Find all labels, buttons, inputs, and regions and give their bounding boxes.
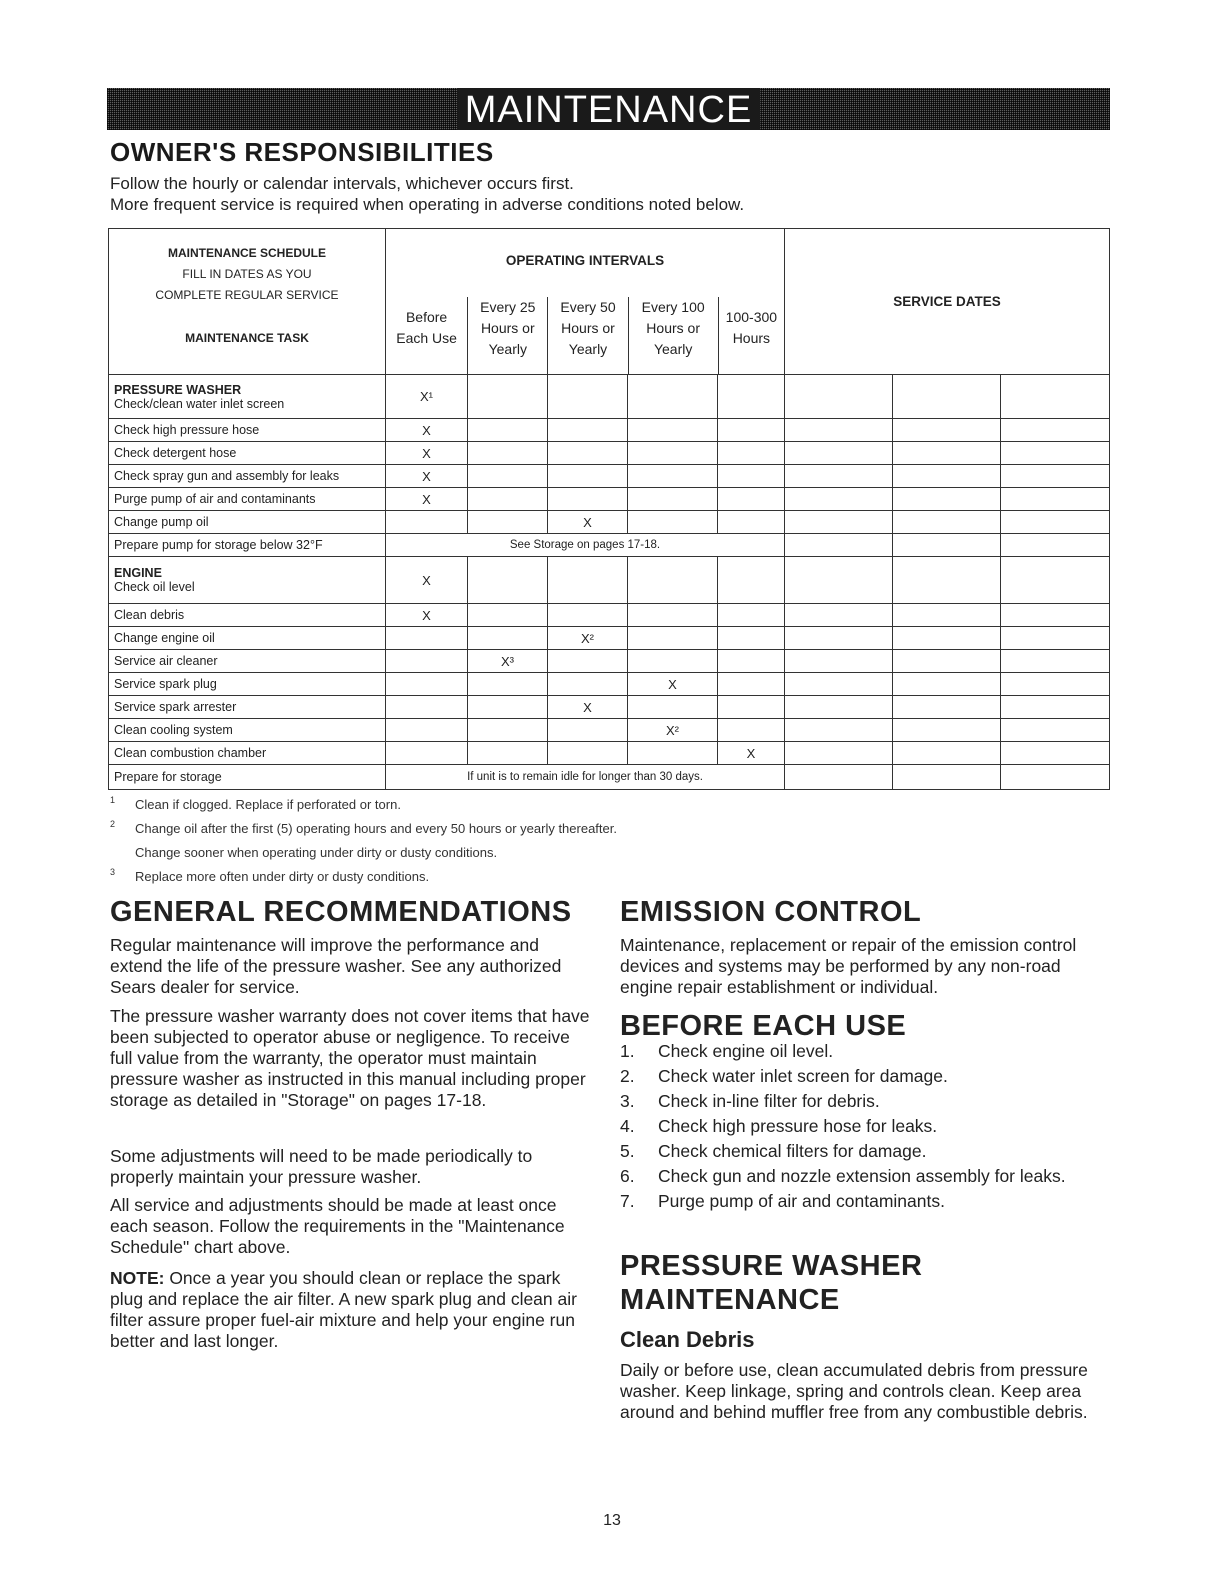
interval-cell [718,488,785,511]
step-number: 7. [620,1191,635,1211]
task-cell [109,765,386,790]
task-label: Check oil level [114,580,195,594]
service-date-cell[interactable] [893,442,1001,465]
section-label: PRESSURE WASHER [114,382,242,397]
interval-cell: X [386,488,468,511]
service-date-cell[interactable] [785,442,893,465]
interval-cell [628,650,718,673]
clean-debris-heading: Clean Debris [620,1327,755,1352]
task-label: Prepare for storage [114,770,222,784]
interval-cell [548,375,628,419]
interval-cell [468,465,548,488]
page-title: MAINTENANCE [457,88,761,130]
service-date-cell[interactable] [1001,511,1110,534]
service-date-cell[interactable] [893,375,1001,419]
step-text: Purge pump of air and contaminants. [658,1191,945,1211]
interval-cell [628,419,718,442]
interval-cell [468,742,548,765]
service-date-cell[interactable] [893,719,1001,742]
interval-cell [628,511,718,534]
table-row [109,465,1110,488]
task-cell [109,534,386,557]
table-row [109,650,1110,673]
interval-cell [386,673,468,696]
service-date-cell[interactable] [1001,419,1110,442]
service-date-cell[interactable] [1001,627,1110,650]
list-item [620,1091,1108,1112]
service-date-cell[interactable] [785,673,893,696]
interval-cell [548,442,628,465]
service-date-cell[interactable] [893,534,1001,557]
interval-before-each-use: Before Each Use [396,309,457,346]
span-note: If unit is to remain idle for longer than 30 days. [386,765,785,790]
intervals-header: OPERATING INTERVALS [505,253,665,268]
table-row [109,375,1110,419]
task-label: Service spark plug [114,677,217,691]
interval-cell [718,719,785,742]
service-date-cell[interactable] [893,511,1001,534]
service-date-cell[interactable] [1001,557,1110,604]
interval-cell [548,604,628,627]
table-row [109,511,1110,534]
step-number: 2. [620,1066,635,1086]
task-label: Change pump oil [114,515,209,529]
interval-cell: X [386,557,468,604]
service-date-cell[interactable] [785,650,893,673]
task-label: Check spray gun and assembly for leaks [114,469,340,483]
interval-cell [718,511,785,534]
intro-line-1: Follow the hourly or calendar intervals, whichever occurs first. [110,174,574,193]
task-label: Clean debris [114,608,185,622]
interval-cell [468,696,548,719]
interval-cell [386,650,468,673]
interval-cell: X [386,419,468,442]
interval-cell [468,511,548,534]
list-item [620,1041,1108,1062]
service-date-cell[interactable] [893,419,1001,442]
general-p4: All service and adjustments should be made at least once each season. Follow the requirements in the "Maintenance Schedule" chart above. [110,1195,565,1257]
interval-cell [628,557,718,604]
interval-cell [386,627,468,650]
intervals-header-cell [386,229,785,375]
task-label: Check high pressure hose [114,423,260,437]
service-date-cell[interactable] [785,465,893,488]
emission-control-heading: EMISSION CONTROL [620,896,922,928]
list-item [620,1141,1108,1162]
step-text: Check in-line filter for debris. [658,1091,880,1111]
page-number: 13 [603,1512,621,1529]
service-date-cell[interactable] [1001,442,1110,465]
step-text: Check high pressure hose for leaks. [658,1116,938,1136]
table-row [109,765,1110,790]
interval-cell [718,673,785,696]
intro-line-2: More frequent service is required when operating in adverse conditions noted below. [110,195,745,214]
service-date-cell[interactable] [1001,742,1110,765]
interval-cell [468,627,548,650]
interval-cell: X [718,742,785,765]
task-cell [109,488,386,511]
task-cell [109,375,386,419]
table-row [109,627,1110,650]
task-cell [109,719,386,742]
service-date-cell[interactable] [1001,673,1110,696]
schedule-fill-2: COMPLETE REGULAR SERVICE [155,287,339,302]
task-cell [109,419,386,442]
step-text: Check gun and nozzle extension assembly for leaks. [658,1166,1066,1186]
interval-cell [548,465,628,488]
interval-cell [468,442,548,465]
emission-p1: Maintenance, replacement or repair of the emission control devices and systems may be performed by any non-road engine repair establishment or individual. [620,935,1077,997]
table-row [109,488,1110,511]
schedule-title: MAINTENANCE SCHEDULE [167,245,326,260]
interval-cell: X [628,673,718,696]
service-date-cell[interactable] [785,765,893,790]
task-cell [109,511,386,534]
service-date-cell[interactable] [1001,696,1110,719]
general-note: NOTE: Once a year you should clean or replace the spark plug and replace the air filter. A new spark plug and clean air filter assure proper fuel-air mixture and help your engine run better and last longer. [110,1268,577,1351]
service-date-cell[interactable] [1001,719,1110,742]
service-date-cell[interactable] [893,650,1001,673]
step-number: 1. [620,1041,635,1061]
interval-cell [718,650,785,673]
interval-cell [548,742,628,765]
interval-cell [718,375,785,419]
owners-responsibilities-heading: OWNER'S RESPONSIBILITIES [110,137,494,167]
table-header-row [109,229,1110,375]
interval-cell [468,557,548,604]
interval-every-100: Every 100 Hours or Yearly [628,297,718,374]
service-dates-header: SERVICE DATES [785,229,1110,375]
interval-cell [718,465,785,488]
step-number: 5. [620,1141,635,1161]
general-p1: Regular maintenance will improve the performance and extend the life of the pressure washer. See any authorized Sears dealer for service. [110,935,562,997]
interval-cell: X¹ [386,375,468,419]
interval-cell [548,557,628,604]
service-date-cell[interactable] [1001,375,1110,419]
service-date-cell[interactable] [785,488,893,511]
table-row [109,673,1110,696]
service-date-cell[interactable] [1001,765,1110,790]
interval-cell [468,419,548,442]
interval-cell: X² [548,627,628,650]
service-date-cell[interactable] [785,604,893,627]
service-date-cell[interactable] [1001,534,1110,557]
interval-cell [628,488,718,511]
service-date-cell[interactable] [893,604,1001,627]
service-date-cell[interactable] [785,627,893,650]
task-cell [109,650,386,673]
interval-cell [548,419,628,442]
task-label: Clean combustion chamber [114,746,267,760]
interval-cell [386,719,468,742]
service-date-cell[interactable] [785,419,893,442]
interval-cell [468,719,548,742]
table-row [109,442,1110,465]
task-label: Prepare pump for storage below 32°F [114,538,323,552]
interval-cell: X² [628,719,718,742]
table-row [109,534,1110,557]
interval-cell [718,557,785,604]
service-date-cell[interactable] [1001,465,1110,488]
step-number: 3. [620,1091,635,1111]
task-cell [109,604,386,627]
table-row [109,604,1110,627]
task-header: MAINTENANCE TASK [185,330,309,345]
interval-cell [718,696,785,719]
service-date-cell[interactable] [893,627,1001,650]
span-note: See Storage on pages 17-18. [386,534,785,557]
interval-cell [628,627,718,650]
interval-cell [548,488,628,511]
interval-cell [548,650,628,673]
service-date-cell[interactable] [785,557,893,604]
before-each-use-list [620,1041,1108,1216]
interval-every-50: Every 50 Hours or Yearly [547,297,627,374]
task-cell [109,696,386,719]
task-cell [109,465,386,488]
service-date-cell[interactable] [893,557,1001,604]
list-item [620,1066,1108,1087]
service-date-cell[interactable] [893,465,1001,488]
before-each-use-heading: BEFORE EACH USE [620,1010,907,1042]
step-text: Check chemical filters for damage. [658,1141,927,1161]
interval-100-300: 100-300 Hours [718,297,784,374]
interval-cell [468,488,548,511]
service-date-cell[interactable] [785,511,893,534]
list-item [620,1166,1108,1187]
section-label: ENGINE [114,566,162,580]
task-label: Change engine oil [114,631,215,645]
step-text: Check water inlet screen for damage. [658,1066,948,1086]
service-date-cell[interactable] [785,375,893,419]
table-row [109,557,1110,604]
maintenance-heading: MAINTENANCE [620,1284,840,1316]
service-date-cell[interactable] [785,719,893,742]
task-label: Check detergent hose [114,446,237,460]
title-banner [107,88,1110,130]
service-date-cell[interactable] [1001,604,1110,627]
service-date-cell[interactable] [1001,488,1110,511]
interval-cell [468,673,548,696]
interval-cell [718,627,785,650]
general-p2: The pressure washer warranty does not cover items that have been subjected to operator abuse or negligence. To receive full value from the warranty, the operator must maintain pressure washer as instructed in this manual including proper storage as detailed in "Storage" on pages 17-18. [110,1006,590,1110]
service-date-cell[interactable] [785,742,893,765]
interval-cell: X [386,604,468,627]
interval-cell [628,742,718,765]
table-row [109,719,1110,742]
interval-cell: X [386,465,468,488]
list-item [620,1191,1108,1212]
service-date-cell[interactable] [785,534,893,557]
interval-cell [386,511,468,534]
interval-every-25: Every 25 Hours or Yearly [467,297,547,374]
task-label: Purge pump of air and contaminants [114,492,316,506]
schedule-header-cell [109,229,386,375]
task-label: Service spark arrester [114,700,237,714]
table-row [109,419,1110,442]
table-row [109,696,1110,719]
general-p3: Some adjustments will need to be made periodically to properly maintain your pressure washer. [110,1146,533,1187]
task-label: Clean cooling system [114,723,233,737]
service-date-cell[interactable] [1001,650,1110,673]
step-number: 6. [620,1166,635,1186]
step-number: 4. [620,1116,635,1136]
interval-cell: X [386,442,468,465]
interval-cell: X³ [468,650,548,673]
interval-cell [718,604,785,627]
interval-cell: X [548,696,628,719]
table-row [109,742,1110,765]
interval-cell [386,696,468,719]
interval-cell [718,419,785,442]
task-cell [109,557,386,604]
interval-cell [548,719,628,742]
intro-text [110,173,744,215]
interval-cell [628,465,718,488]
task-cell [109,442,386,465]
service-date-cell[interactable] [893,742,1001,765]
service-date-cell[interactable] [893,696,1001,719]
interval-cell: X [548,511,628,534]
clean-debris-text: Daily or before use, clean accumulated debris from pressure washer. Keep linkage, spring and controls clean. Keep area around and behind muffler free from any combustible debris. [620,1360,1088,1422]
general-recommendations-heading: GENERAL RECOMMENDATIONS [110,896,572,928]
service-date-cell[interactable] [893,765,1001,790]
task-cell [109,673,386,696]
task-label: Service air cleaner [114,654,218,668]
interval-cell [718,442,785,465]
interval-cell [628,696,718,719]
maintenance-schedule-table [108,228,1110,790]
task-cell [109,627,386,650]
list-item [620,1116,1108,1137]
task-label: Check/clean water inlet screen [114,396,285,411]
pressure-washer-heading: PRESSURE WASHER [620,1250,923,1282]
interval-cell [628,442,718,465]
task-cell [109,742,386,765]
interval-cell [628,604,718,627]
service-date-cell[interactable] [893,488,1001,511]
interval-cell [628,375,718,419]
interval-cell [548,673,628,696]
schedule-fill-1: FILL IN DATES AS YOU [182,266,312,281]
interval-cell [468,604,548,627]
interval-cell [468,375,548,419]
service-date-cell[interactable] [893,673,1001,696]
note-label: NOTE: [110,1268,165,1288]
interval-cell [386,742,468,765]
service-date-cell[interactable] [785,696,893,719]
step-text: Check engine oil level. [658,1041,834,1061]
